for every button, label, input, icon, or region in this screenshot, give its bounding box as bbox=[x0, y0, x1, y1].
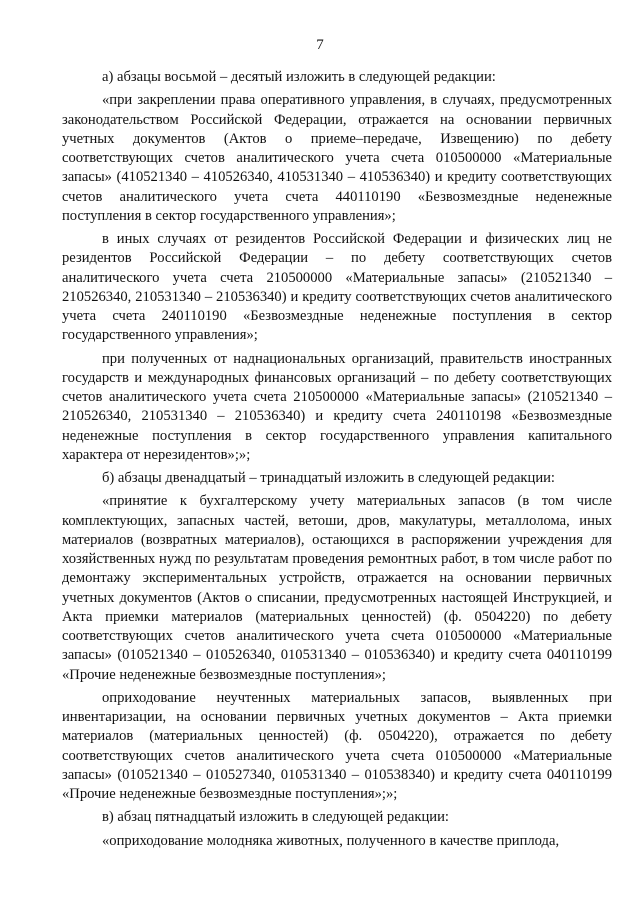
paragraph-a-intro: а) абзацы восьмой – десятый изложить в следующей редакции: bbox=[102, 69, 496, 85]
paragraph-residents: в иных случаях от резидентов Российской Федерации и физических лиц не резидентов Российской Федерации – по дебету соответствующих счетов аналитического учета счета 210500000 «Материальные запасы» (210521340 – 210526340, 210531340 – 210536340) и кредиту соответствующих счетов аналитического учета счета 240110190 «Безвозмездные неденежные поступления в сектор государственного управления»; bbox=[62, 231, 612, 344]
paragraph-b-intro: б) абзацы двенадцатый – тринадцатый изложить в следующей редакции: bbox=[102, 470, 555, 486]
paragraph-unaccounted-inventory: оприходование неучтенных материальных запасов, выявленных при инвентаризации, на основании первичных учетных документов – Акта приемки материалов (материальных ценностей) (ф. 0504220), отражается по дебету соответствующих счетов аналитического учета счета 010500000 «Материальные запасы» (010521340 – 010527340, 010531340 – 010538340) и кредиту счета 040110199 «Прочие неденежные безвозмездные поступления»;»; bbox=[62, 689, 612, 802]
paragraph-acceptance-materials: «принятие к бухгалтерскому учету материальных запасов (в том числе комплектующих, запасных частей, ветоши, дров, макулатуры, металлолома, иных материалов (возвратных материалов), остающихся в распоряжении учреждения для хозяйственных нужд по результатам проведения ремонтных работ, в том числе работ по демонтажу экспериментальных устройств, отражается на основании первичных учетных документов (Актов о списании, предусмотренных настоящей Инструкцией, и Акта приемки материалов (материальных ценностей) (ф. 0504220) по дебету соответствующих счетов аналитического учета счета 010500000 «Материальные запасы» (010521340 – 010526340, 010531340 – 010536340) и кредиту счета 040110199 «Прочие неденежные безвозмездные поступления»; bbox=[62, 493, 612, 683]
page-number: 7 bbox=[316, 37, 324, 53]
paragraph-young-animals: «оприходование молодняка животных, полученного в качестве приплода, bbox=[102, 832, 560, 849]
paragraph-c-intro: в) абзац пятнадцатый изложить в следующей редакции: bbox=[102, 809, 449, 826]
paragraph-operational-management: «при закреплении права оперативного управления, в случаях, предусмотренных законодательством Российской Федерации, отражается на основании первичных учетных документов (Актов о приеме–передаче, Извещению) по дебету соответствующих счетов аналитического учета счета 010500000 «Материальные запасы» (410521340 – 410526340, 410531340 – 410536340) и кредиту соответствующих счетов аналитического учета счета 440110190 «Безвозмездные неденежные поступления в сектор государственного управления»; bbox=[62, 92, 612, 224]
document-body bbox=[62, 68, 612, 851]
paragraph-supranational: при полученных от наднациональных организаций, правительств иностранных государств и международных финансовых организаций – по дебету соответствующих счетов аналитического учета счета 210500000 «Материальные запасы» (210521340 – 210526340, 210531340 – 210536340) и кредиту счета 240110198 «Безвозмездные неденежные поступления в сектор государственного управления капитального характера от нерезидентов»;»; bbox=[62, 350, 612, 463]
